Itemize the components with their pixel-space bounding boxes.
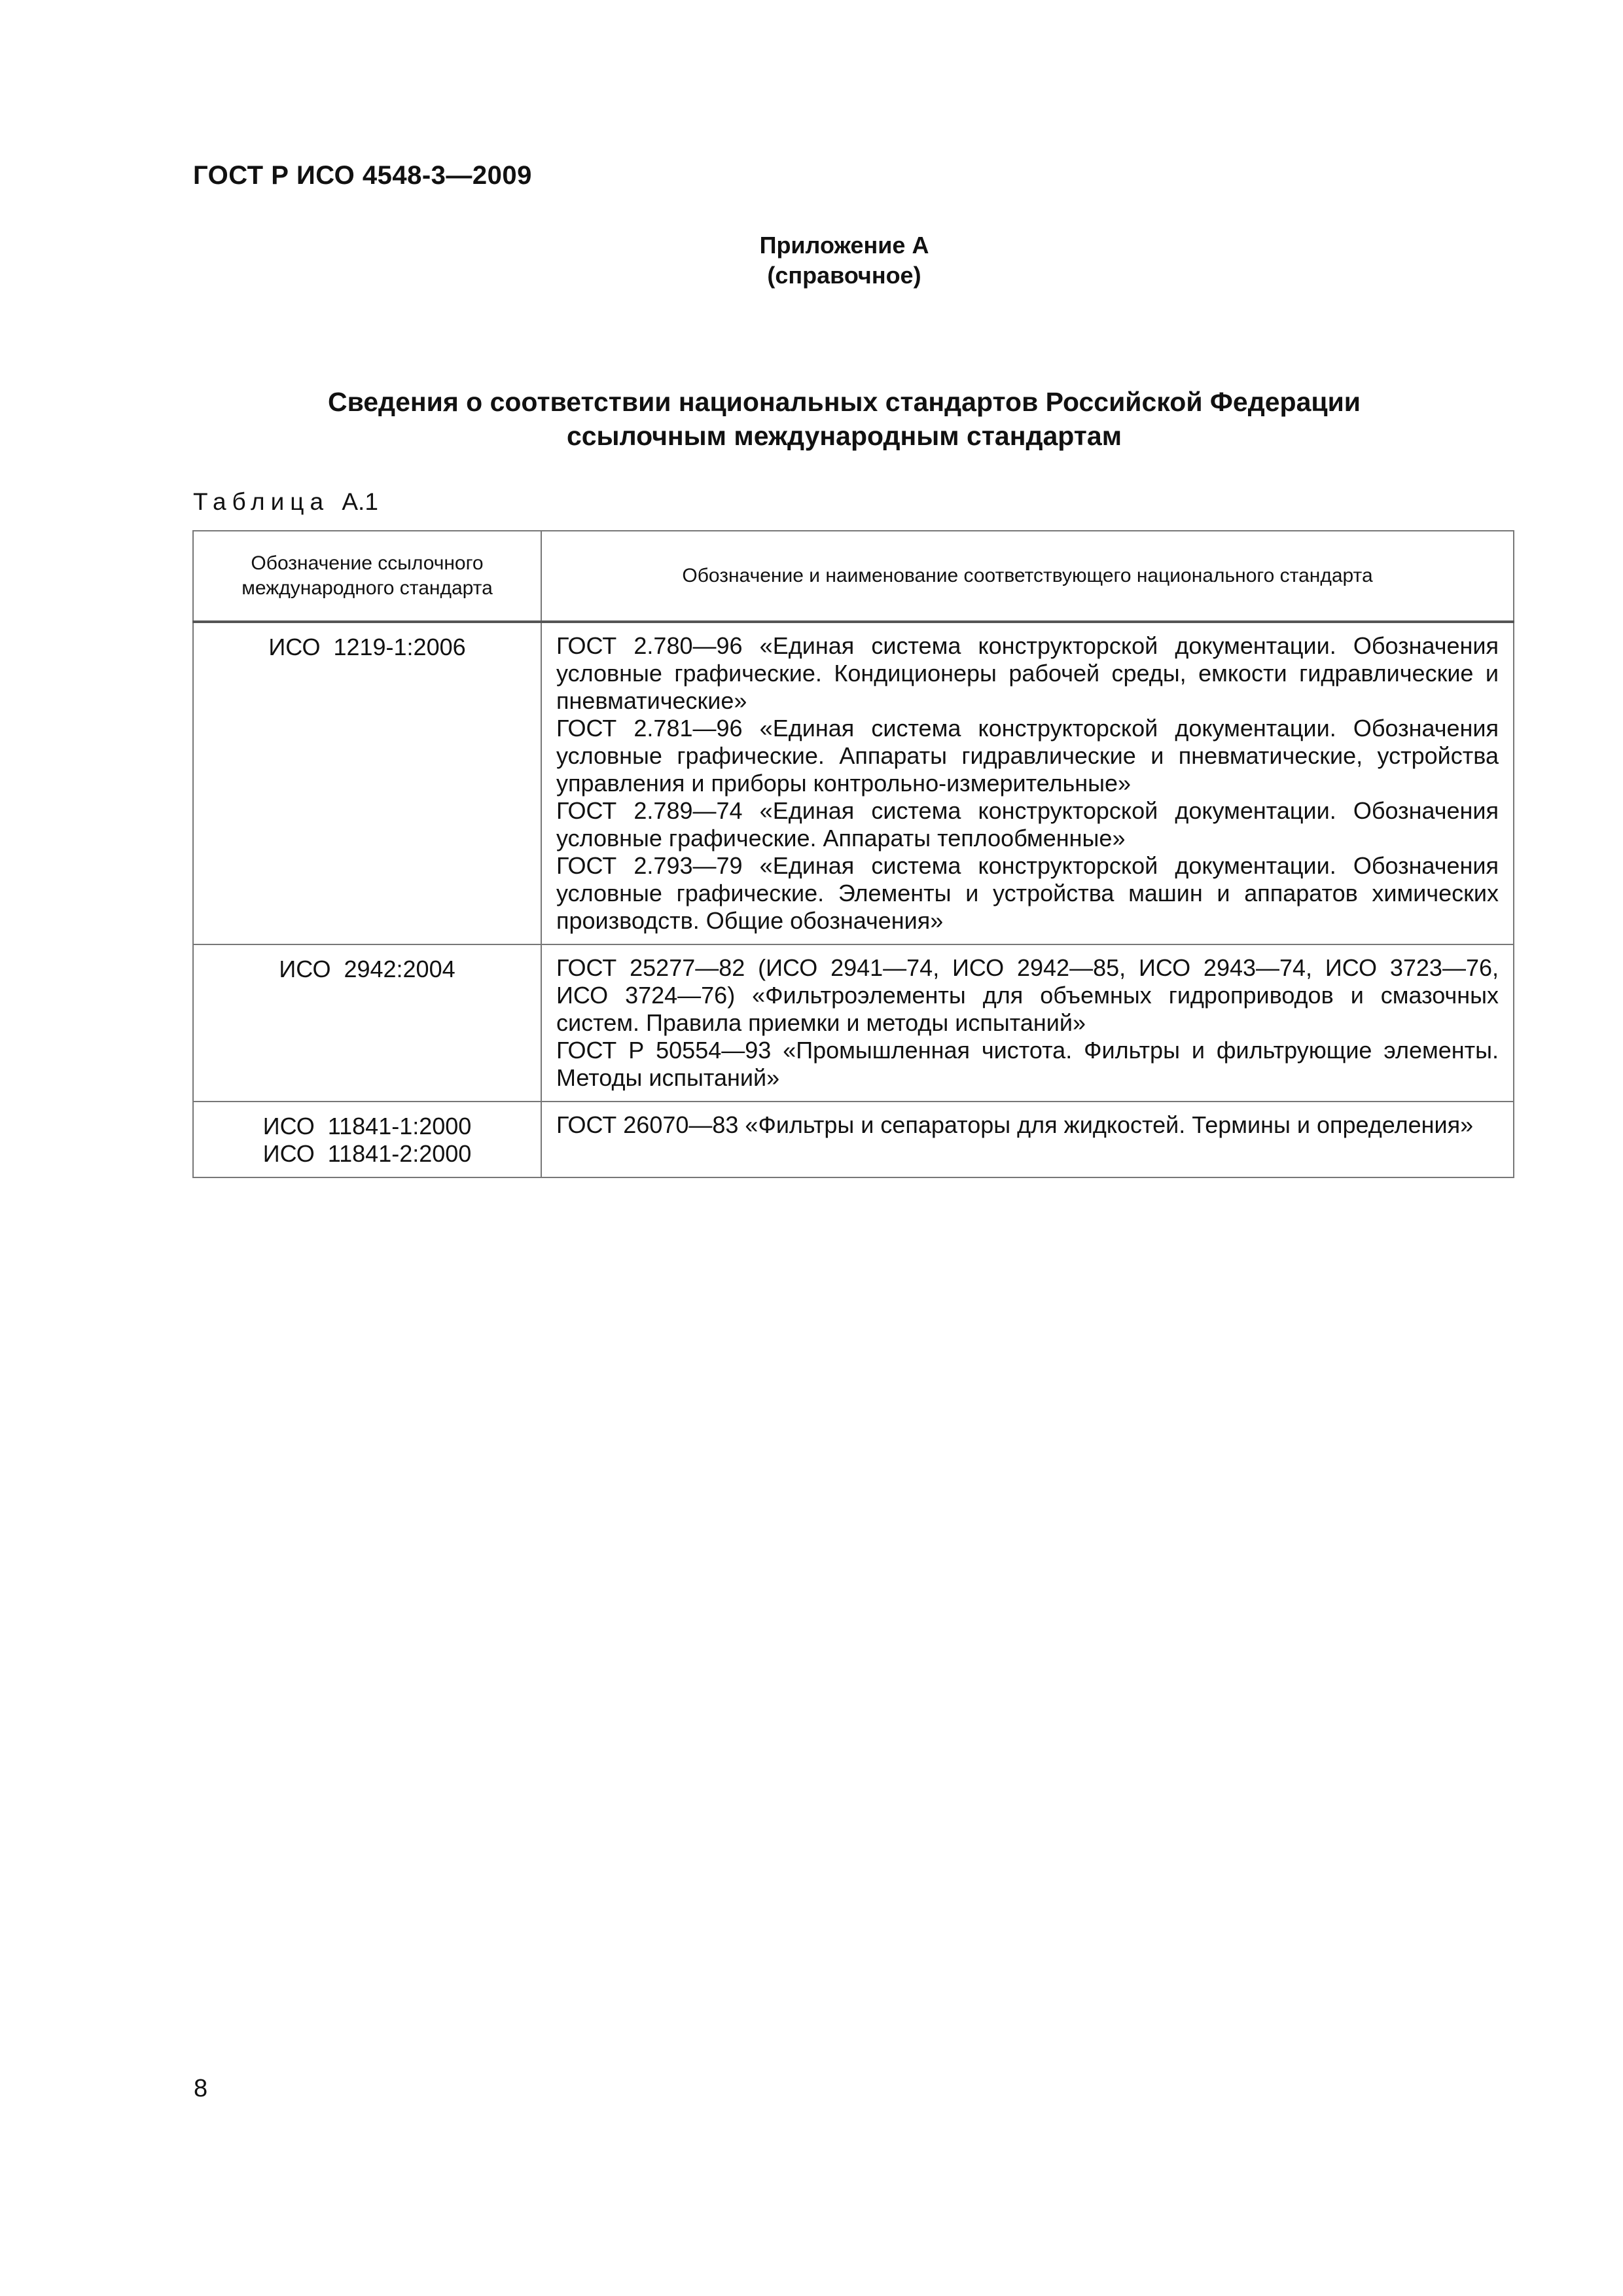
iso-cell: [193, 944, 541, 1102]
national-cell: [541, 622, 1514, 944]
table-label: [193, 488, 378, 516]
table-row: [193, 1102, 1514, 1177]
national-standard: ГОСТ 2.793—79 «Единая система конструкторской документации. Обозначения условные графические. Элементы и устройства машин и аппаратов химических производств. Общие обозначения»: [556, 852, 1499, 934]
document-code: ГОСТ Р ИСО 4548-3—2009: [193, 161, 532, 190]
national-standard: ГОСТ 2.780—96 «Единая система конструкторской документации. Обозначения условные графические. Кондиционеры рабочей среды, емкости гидравлические и пневматические»: [556, 632, 1499, 714]
table-header-row: [193, 531, 1514, 622]
section-title-line-1: Сведения о соответствии национальных стандартов Российской Федерации: [327, 387, 1361, 417]
national-standard: ГОСТ 2.789—74 «Единая система конструкторской документации. Обозначения условные графические. Аппараты теплообменные»: [556, 797, 1499, 852]
iso-cell: [193, 622, 541, 944]
table-label-word: Таблица: [193, 488, 330, 515]
national-standard: ГОСТ 26070—83 «Фильтры и сепараторы для жидкостей. Термины и определения»: [556, 1111, 1474, 1138]
iso-cell: [193, 1102, 541, 1177]
iso-designation: ИСО 1219-1:2006: [268, 634, 466, 660]
national-cell: [541, 1102, 1514, 1177]
national-standard: ГОСТ 2.781—96 «Единая система конструкторской документации. Обозначения условные графические. Аппараты гидравлические и пневматические, устройства управления и приборы контрольно-измерительные»: [556, 715, 1499, 797]
iso-designation: ИСО 11841-2:2000: [262, 1140, 472, 1167]
table-label-number: А.1: [342, 488, 378, 515]
national-standard: ГОСТ Р 50554—93 «Промышленная чистота. Фильтры и фильтрующие элементы. Методы испытаний»: [556, 1037, 1499, 1091]
iso-designation: ИСО 2942:2004: [279, 956, 455, 982]
national-cell: [541, 944, 1514, 1102]
correspondence-table: [192, 530, 1514, 1178]
iso-designation: ИСО 11841-1:2000: [262, 1113, 472, 1139]
page-number: 8: [194, 2075, 208, 2102]
column-header-national: Обозначение и наименование соответствующего национального стандарта: [541, 531, 1514, 622]
annex-title: Приложение А: [759, 232, 929, 259]
section-title-line-2: ссылочным международным стандартам: [566, 421, 1122, 451]
table-row: [193, 622, 1514, 944]
annex-status: (справочное): [767, 262, 921, 289]
table-row: [193, 944, 1514, 1102]
section-title: [196, 385, 1492, 453]
national-standard: ГОСТ 25277—82 (ИСО 2941—74, ИСО 2942—85, ИСО 2943—74, ИСО 3723—76, ИСО 3724—76) «Фильтроэлементы для объемных гидроприводов и смазочных систем. Правила приемки и методы испытаний»: [556, 954, 1499, 1036]
column-header-iso: Обозначение ссылочного международного стандарта: [193, 531, 541, 622]
